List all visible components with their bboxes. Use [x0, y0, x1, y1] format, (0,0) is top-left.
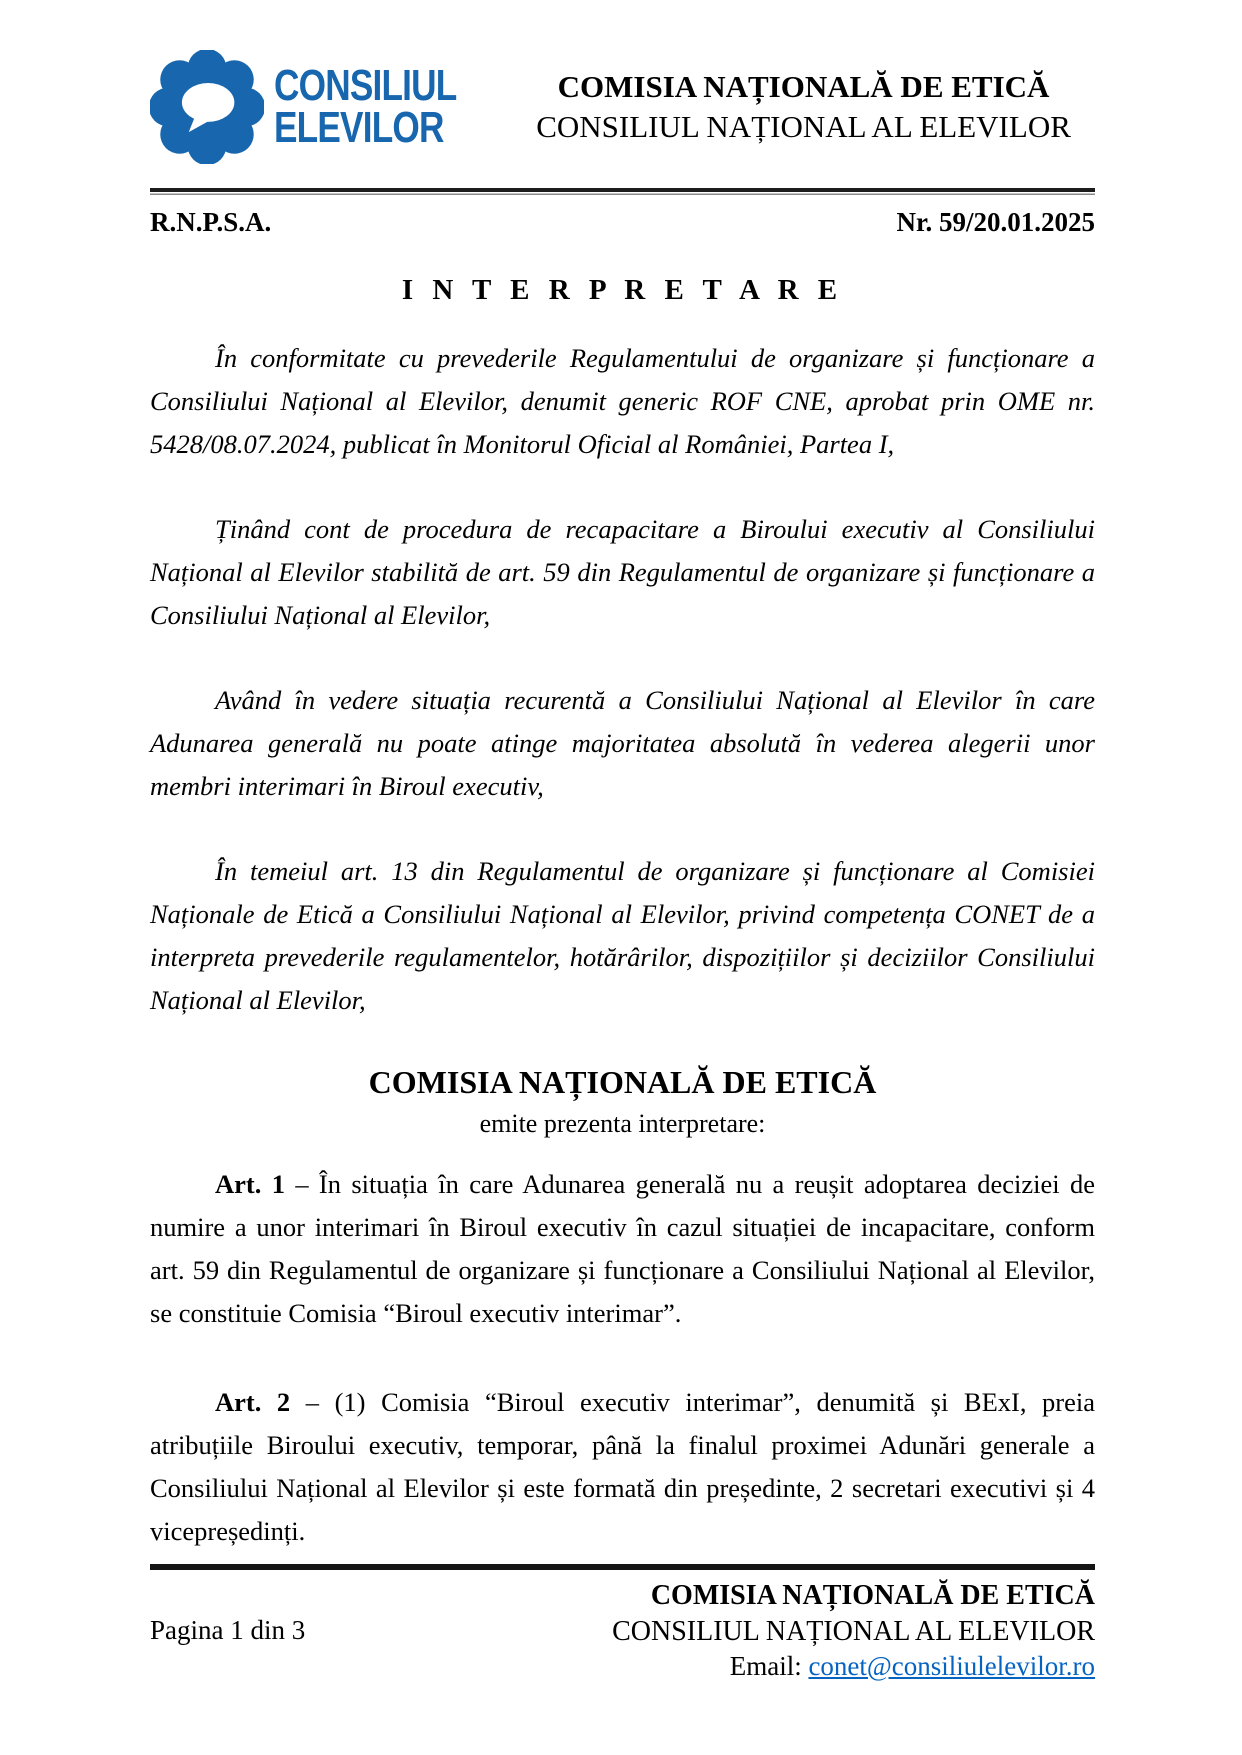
preamble-paragraph: Ținând cont de procedura de recapacitare a Biroului executiv al Consiliului Național al Elevilor stabilită de art. 59 din Regulamentul de organizare și funcționare a Consiliului Național al Elevilor, — [150, 514, 1095, 630]
header-divider — [150, 188, 1095, 195]
preamble-section — [150, 337, 1095, 1022]
page-footer — [150, 1564, 1095, 1683]
flower-speech-bubble-icon — [150, 50, 264, 164]
footer-org-commission: COMISIA NAȚIONALĂ DE ETICĂ — [650, 1580, 1095, 1611]
footer-email-row — [612, 1649, 1095, 1683]
meta-row — [150, 207, 1095, 238]
preamble-paragraph: Având în vedere situația recurentă a Consiliului Național al Elevilor în care Adunarea generală nu poate atinge majoritatea absolută în vederea alegerii unor membri interimari în Biroul executiv, — [150, 685, 1095, 801]
article-label: Art. 2 — [215, 1387, 291, 1417]
footer-divider — [150, 1564, 1095, 1570]
registry-code: R.N.P.S.A. — [150, 207, 272, 237]
logo-wordmark-line1: CONSILIUL — [274, 61, 457, 111]
document-title: I N T E R P R E T A R E — [401, 274, 844, 306]
logo-wordmark-line2: ELEVILOR — [274, 103, 444, 152]
consiliul-elevilor-logo — [150, 50, 502, 164]
page-content — [0, 50, 1242, 1553]
preamble-paragraph: În conformitate cu prevederile Regulamentului de organizare și funcționare a Consiliului Național al Elevilor, denumit generic ROF CNE, aprobat prin OME nr. 5428/08.07.2024, publicat în Monitorul Oficial al României, Partea I, — [150, 343, 1095, 459]
footer-organization — [612, 1578, 1095, 1683]
article-paragraph — [150, 1163, 1095, 1335]
article-text: – (1) Comisia “Biroul executiv interimar”, denumită și BExI, preia atribuțiile Biroului executiv, temporar, până la finalul proximei Adunări generale a Consiliului Național al Elevilor și este formată din președinte, 2 secretari executivi și 4 vicepreședinți. — [150, 1387, 1095, 1546]
issuer-subheading: emite prezenta interpretare: — [479, 1109, 766, 1138]
footer-body — [150, 1578, 1095, 1683]
article-paragraph — [150, 1381, 1095, 1553]
email-link[interactable]: conet@consiliulelevilor.ro — [808, 1651, 1095, 1682]
preamble-paragraph: În temeiul art. 13 din Regulamentul de organizare și funcționare al Comisiei Naționale de Etică a Consiliului Național al Elevilor, privind competența CONET de a interpreta prevederile regulamentelor, hotărârilor, dispozițiilor și deciziilor Consiliului Național al Elevilor, — [150, 856, 1095, 1015]
header-org-commission: COMISIA NAȚIONALĂ DE ETICĂ — [557, 68, 1050, 104]
letterhead — [150, 50, 1095, 164]
article-text: – În situația în care Adunarea generală nu a reușit adoptarea deciziei de numire a unor interimari în Biroul executiv în cazul situației de incapacitare, conform art. 59 din Regulamentul de organizare și funcționare a Consiliului Național al Elevilor, se constituie Comisia “Biroul executiv interimar”. — [150, 1169, 1096, 1328]
articles-section — [150, 1163, 1095, 1553]
article-label: Art. 1 — [215, 1169, 285, 1199]
document-number: Nr. 59/20.01.2025 — [896, 207, 1095, 237]
header-organization — [502, 67, 1095, 148]
issuer-heading: COMISIA NAȚIONALĂ DE ETICĂ — [368, 1064, 877, 1100]
header-org-council: CONSILIUL NAȚIONAL AL ELEVILOR — [536, 109, 1071, 144]
footer-org-council: CONSILIUL NAȚIONAL AL ELEVILOR — [612, 1615, 1095, 1647]
logo-wordmark — [274, 61, 457, 152]
page-indicator: Pagina 1 din 3 — [150, 1615, 306, 1645]
email-label: Email: — [729, 1651, 802, 1682]
